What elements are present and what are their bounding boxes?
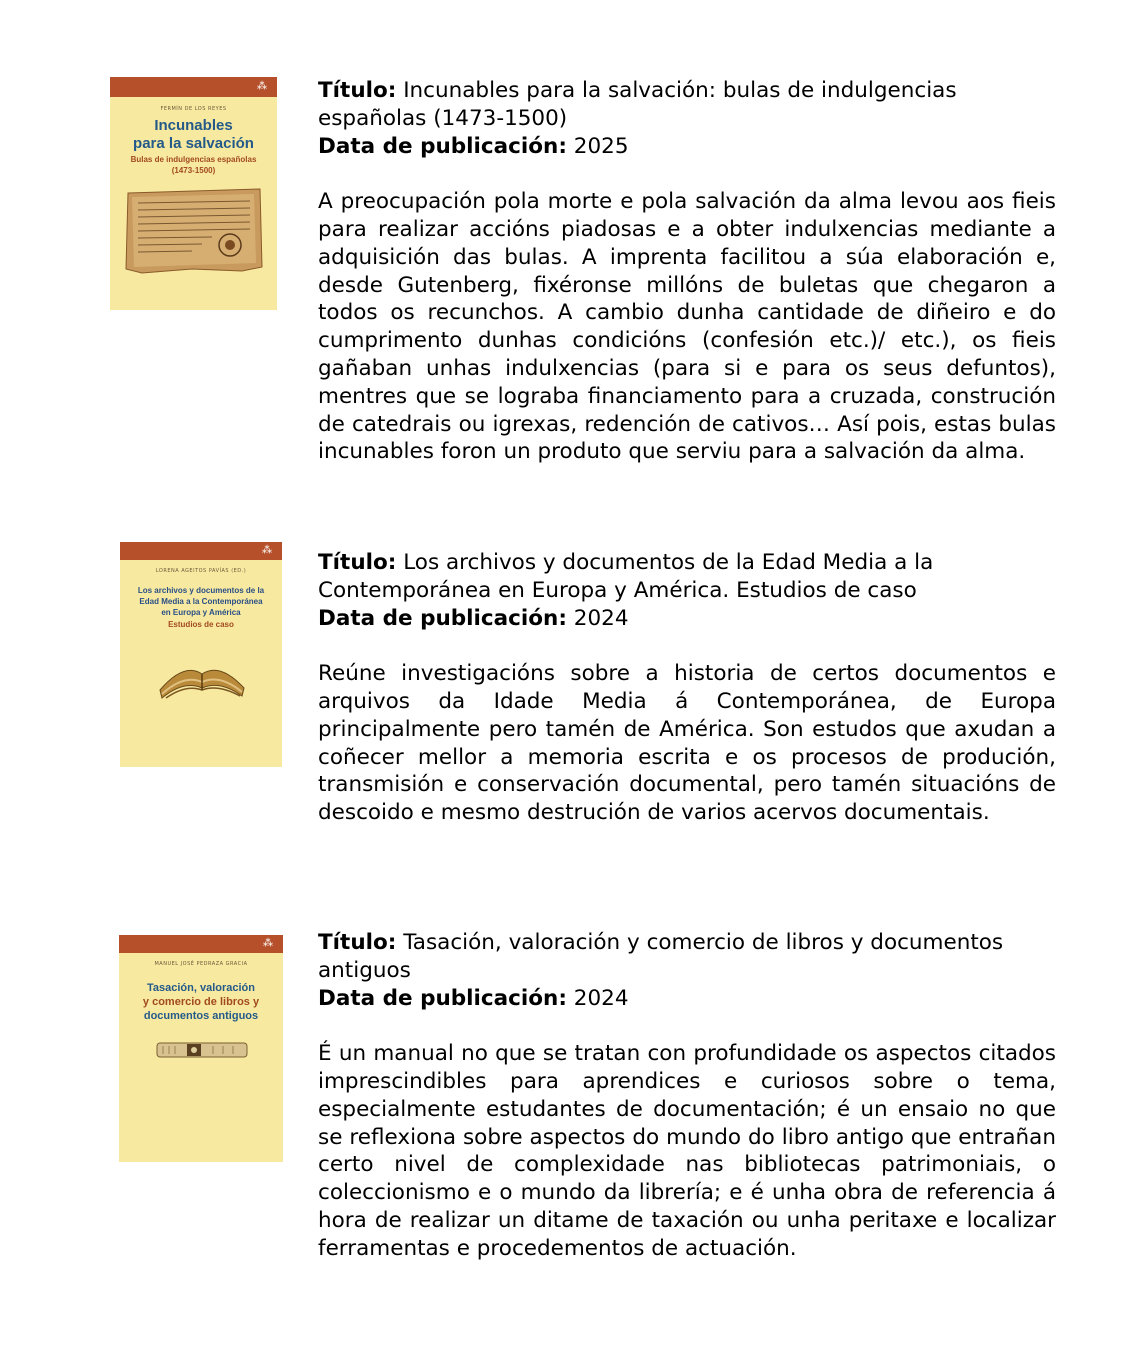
publication-date: 2024 bbox=[573, 985, 629, 1011]
book-title-continued: Contemporánea en Europa y América. Estudios de caso bbox=[318, 577, 917, 603]
cover-band bbox=[120, 542, 282, 560]
book-description: A preocupación pola morte e pola salvación da alma levou aos fieis para realizar accións piadosas e a obter indulxencias mediante a adquisición das bulas. A imprenta facilitou a súa elaboración e, desde Gutenberg, fixéronse millóns de buletas que chegaron a todos os recunchos. A cambio dunha cantidade de diñeiro e do cumprimento dunhas condicións (confesión etc.)/ etc.), os fieis gañaban unhas indulxencias (para si e para os seus defuntos), mentres que se lograba financiamento para a cruzada, construción de catedrais ou igrexas, redención de cativos… Así pois, estas bulas incunables foron un produto que serviu para a salvación da alma. bbox=[318, 189, 1056, 465]
cover-title-line: y comercio de libros y bbox=[142, 996, 260, 1008]
title-line bbox=[318, 929, 1056, 957]
cover-title-line: para la salvación bbox=[133, 135, 254, 152]
title-label: Título: bbox=[318, 78, 397, 103]
book-description: Reúne investigacións sobre a historia de certos documentos e arquivos da Idade Media á Contemporánea, de Europa principalmente pero tamén de América. Son estudos que axudan a coñecer mellor a memoria escrita e os procesos de produción, transmisión e conservación documental, pero tamén situacións de descoido e mesmo destrución de varios acervos documentais. bbox=[318, 661, 1056, 826]
publisher-logo-icon: ⁂ bbox=[263, 938, 273, 949]
publisher-logo-icon: ⁂ bbox=[257, 81, 267, 92]
book-cover[interactable] bbox=[110, 77, 277, 310]
title-label: Título: bbox=[318, 930, 397, 955]
publisher-logo-icon: ⁂ bbox=[262, 545, 272, 556]
cover-title-line: Incunables bbox=[154, 117, 233, 134]
cover-author: LORENA AGEITOS PAVÍAS (ED.) bbox=[155, 568, 247, 574]
book-details bbox=[318, 77, 1056, 466]
cover-author: MANUEL JOSÉ PEDRAZA GRACIA bbox=[154, 961, 248, 967]
cover-subtitle-line: Estudios de caso bbox=[168, 620, 234, 629]
title-line bbox=[318, 77, 1056, 105]
title-label: Título: bbox=[318, 550, 397, 575]
parchment-bull-image bbox=[122, 185, 265, 277]
publication-date: 2024 bbox=[573, 605, 629, 631]
cover-title-line: Edad Media a la Contemporánea bbox=[139, 597, 263, 606]
cover-subtitle-line: (1473-1500) bbox=[171, 166, 216, 175]
cover-band bbox=[110, 77, 277, 97]
book-title: Tasación, valoración y comercio de libros y documentos bbox=[403, 930, 1004, 955]
book-title: Incunables para la salvación: bulas de indulgencias bbox=[403, 78, 957, 103]
book-cover[interactable] bbox=[119, 935, 283, 1162]
book-title-continued: españolas (1473-1500) bbox=[318, 105, 568, 131]
cover-band bbox=[119, 935, 283, 953]
cover-title-line: en Europa y América bbox=[161, 608, 241, 617]
book-title: Los archivos y documentos de la Edad Media a la bbox=[403, 550, 934, 575]
publication-date: 2025 bbox=[573, 133, 629, 159]
date-label: Data de publicación: bbox=[318, 985, 567, 1011]
title-line bbox=[318, 549, 1056, 577]
date-line bbox=[318, 985, 1056, 1013]
date-label: Data de publicación: bbox=[318, 605, 567, 631]
date-line bbox=[318, 605, 1056, 633]
cover-title-line: Los archivos y documentos de la bbox=[137, 586, 265, 595]
cover-title-line: documentos antiguos bbox=[143, 1010, 259, 1022]
date-line bbox=[318, 133, 1056, 161]
cover-author: FERMÍN DE LOS REYES bbox=[160, 106, 227, 112]
cover-title-line: Tasación, valoración bbox=[146, 982, 255, 994]
cover-subtitle-line: Bulas de indulgencias españolas bbox=[130, 155, 257, 164]
book-cover[interactable] bbox=[120, 542, 282, 767]
date-label: Data de publicación: bbox=[318, 133, 567, 159]
old-open-book-image bbox=[154, 654, 250, 702]
closed-book-spine-image bbox=[153, 1035, 251, 1065]
book-description: É un manual no que se tratan con profundidade os aspectos citados imprescindibles para aprendices e curiosos sobre o tema, especialmente estudantes de documentación; é un ensaio no que se reflexiona sobre aspectos do mundo do libro antigo que entrañan certo nivel de complexidade nas bibliotecas patrimoniais, o coleccionismo e o mundo da librería; e é unha obra de referencia á hora de realizar un ditame de taxación ou unha peritaxe e localizar ferramentas e procedementos de actuación. bbox=[318, 1041, 1056, 1261]
book-details bbox=[318, 549, 1056, 827]
book-details bbox=[318, 929, 1056, 1263]
book-title-continued: antiguos bbox=[318, 957, 411, 983]
